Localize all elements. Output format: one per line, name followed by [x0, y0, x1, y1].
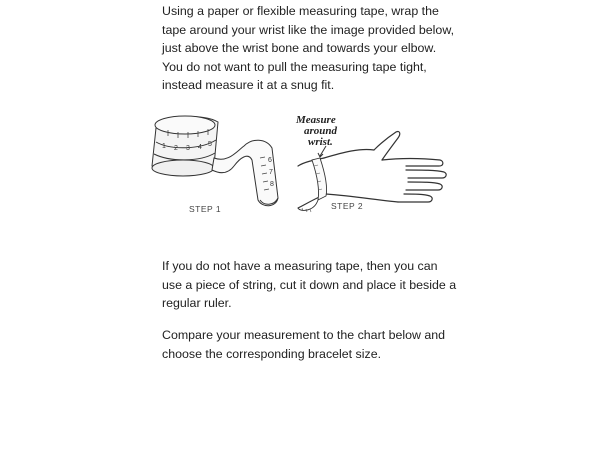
text-line: You do not want to pull the measuring tape tight,	[162, 59, 427, 74]
text-line: Compare your measurement to the chart below and	[162, 328, 446, 342]
text-line: If you do not have a measuring tape, then you can	[162, 259, 438, 273]
tape-digit: 2	[174, 145, 178, 152]
text-line: instead measure it at a snug fit.	[162, 78, 335, 93]
instruction-paragraph-3	[162, 326, 452, 363]
text-line: just above the wrist bone and towards your elbow.	[162, 41, 437, 56]
step-1-label: STEP 1	[189, 204, 222, 214]
text-line: regular ruler.	[162, 296, 232, 311]
text-line: use a piece of string, cut it down and place it beside a	[162, 277, 457, 292]
hand-caption-line: Measure	[296, 114, 336, 126]
text-line: Using a paper or flexible measuring tape, wrap the	[162, 4, 439, 18]
step-2-label: STEP 2	[331, 201, 364, 211]
text-line: tape around your wrist like the image provided below,	[162, 22, 455, 37]
instruction-paragraph-1	[162, 2, 455, 95]
instruction-paragraph-2	[162, 257, 457, 313]
tape-digit: 1	[162, 143, 166, 150]
measuring-tape-icon	[152, 116, 278, 206]
tape-digit: 4	[198, 144, 202, 151]
tape-digit: 6	[268, 157, 272, 164]
tape-digit: 7	[269, 169, 273, 176]
wrist-measurement-illustration	[148, 108, 448, 220]
hand-caption-line: around	[304, 125, 338, 137]
tape-digit: 8	[270, 181, 274, 188]
tape-digit: 5	[208, 141, 212, 148]
wrist-tape-icon	[298, 158, 327, 210]
hand-caption-line: wrist.	[308, 136, 333, 148]
text-line: choose the corresponding bracelet size.	[162, 346, 382, 361]
tape-digit: 3	[186, 145, 190, 152]
